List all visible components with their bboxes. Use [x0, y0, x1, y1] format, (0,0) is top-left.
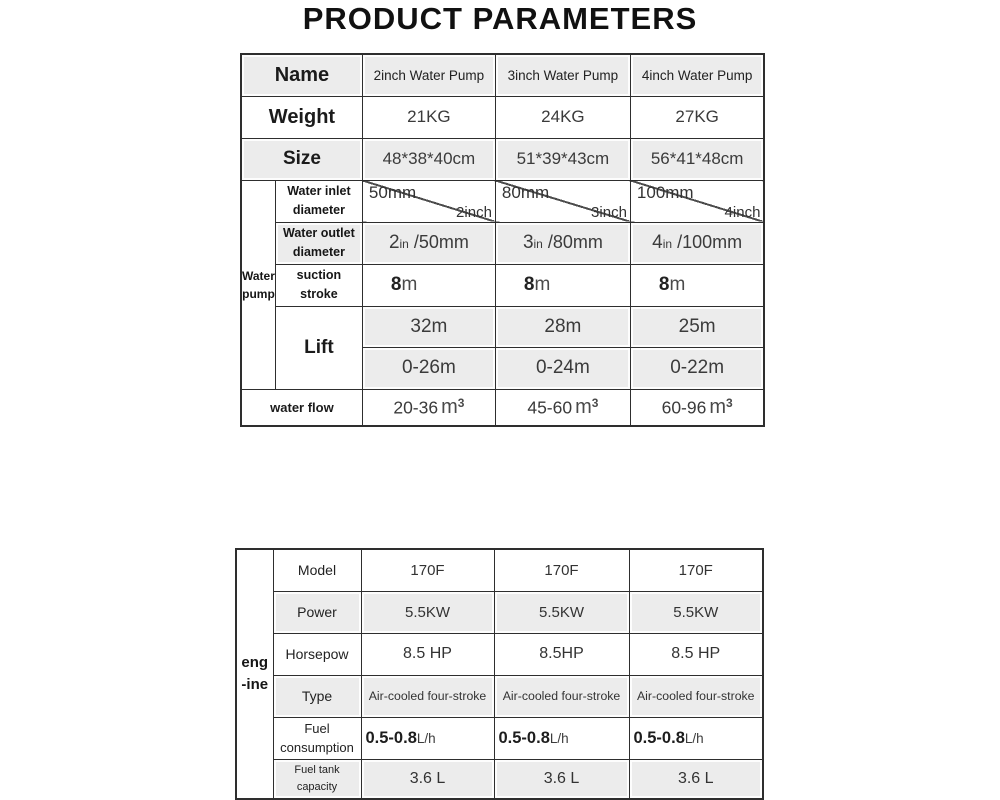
inlet-mm: 50mm — [368, 182, 417, 202]
cell-lift-upper-2inch: 32m — [362, 306, 495, 347]
inlet-mm: 100mm — [636, 182, 694, 202]
cell-lift-lower-4inch: 0-22m — [630, 347, 764, 389]
cell-tank-3: 3.6 L — [629, 759, 763, 799]
row-inlet-diameter — [241, 180, 764, 222]
cell-tank-1: 3.6 L — [361, 759, 494, 799]
cell-lift-lower-2inch: 0-26m — [362, 347, 495, 389]
cell-horsepower-3: 8.5 HP — [629, 633, 763, 675]
cell-flow-3inch: 45-60 $m^3$ — [495, 389, 630, 426]
row-fuel-tank-capacity — [236, 759, 763, 799]
row-weight — [241, 96, 764, 138]
row-label-type: Type — [273, 675, 361, 717]
cell-weight-2inch: 21KG — [362, 96, 495, 138]
row-label-suction-stroke: suction stroke — [275, 264, 362, 306]
row-fuel-consumption — [236, 717, 763, 759]
row-label-inlet-diameter: Water inlet diameter — [275, 180, 362, 222]
inlet-inch: 4inch — [724, 203, 761, 221]
inlet-inch: 3inch — [591, 203, 627, 221]
cell-power-3: 5.5KW — [629, 591, 763, 633]
pump-spec-table — [240, 53, 765, 427]
cell-fuel-3: 0.5-0.8L/h — [629, 717, 763, 759]
cell-model-1: 170F — [361, 549, 494, 591]
cell-lift-lower-3inch: 0-24m — [495, 347, 630, 389]
row-horsepower — [236, 633, 763, 675]
row-outlet-diameter — [241, 222, 764, 264]
row-label-outlet-diameter: Water outlet diameter — [275, 222, 362, 264]
row-label-weight: Weight — [241, 96, 362, 138]
cell-inlet-4inch — [630, 180, 764, 222]
cell-name-3inch: 3inch Water Pump — [495, 54, 630, 96]
engine-spec-table — [235, 548, 764, 800]
row-lift-upper — [241, 306, 764, 347]
cell-power-2: 5.5KW — [494, 591, 629, 633]
cell-outlet-2inch: 2in /50mm — [362, 222, 495, 264]
page-title: PRODUCT PARAMETERS — [302, 1, 698, 36]
cell-horsepower-2: 8.5HP — [494, 633, 629, 675]
cell-model-3: 170F — [629, 549, 763, 591]
row-name — [241, 54, 764, 96]
cell-power-1: 5.5KW — [361, 591, 494, 633]
cell-suction-2inch: 8m — [362, 264, 495, 306]
cell-inlet-3inch — [495, 180, 630, 222]
group-label-engine — [236, 549, 273, 799]
inlet-inch: 2inch — [456, 203, 492, 221]
cell-type-3: Air-cooled four-stroke — [629, 675, 763, 717]
row-label-fuel-tank-capacity: Fuel tank capacity — [273, 759, 361, 799]
cell-tank-2: 3.6 L — [494, 759, 629, 799]
row-model — [236, 549, 763, 591]
row-label-power: Power — [273, 591, 361, 633]
row-label-fuel-consumption: Fuel consumption — [273, 717, 361, 759]
row-water-flow — [241, 389, 764, 426]
cell-outlet-3inch: 3in /80mm — [495, 222, 630, 264]
engine-label-line1: eng — [241, 653, 269, 671]
group-label-line1: Water — [242, 268, 275, 283]
cell-fuel-1: 0.5-0.8L/h — [361, 717, 494, 759]
group-label-water-pump — [241, 180, 275, 389]
engine-label-line2: -ine — [241, 676, 269, 693]
cell-lift-upper-4inch: 25m — [630, 306, 764, 347]
row-size — [241, 138, 764, 180]
cell-name-2inch: 2inch Water Pump — [362, 54, 495, 96]
cell-name-4inch: 4inch Water Pump — [630, 54, 764, 96]
row-label-model: Model — [273, 549, 361, 591]
cell-type-1: Air-cooled four-stroke — [361, 675, 494, 717]
row-label-size: Size — [241, 138, 362, 180]
cell-horsepower-1: 8.5 HP — [361, 633, 494, 675]
cell-weight-3inch: 24KG — [495, 96, 630, 138]
cell-suction-3inch: 8m — [495, 264, 630, 306]
row-label-name: Name — [241, 54, 362, 96]
row-suction-stroke — [241, 264, 764, 306]
cell-type-2: Air-cooled four-stroke — [494, 675, 629, 717]
cell-lift-upper-3inch: 28m — [495, 306, 630, 347]
row-type — [236, 675, 763, 717]
cell-outlet-4inch: 4in /100mm — [630, 222, 764, 264]
cell-flow-4inch: 60-96 $m^3$ — [630, 389, 764, 426]
cell-inlet-2inch — [362, 180, 495, 222]
cell-size-4inch: 56*41*48cm — [630, 138, 764, 180]
cell-weight-4inch: 27KG — [630, 96, 764, 138]
cell-flow-2inch: 20-36 $m^3$ — [362, 389, 495, 426]
cell-suction-4inch: 8m — [630, 264, 764, 306]
cell-size-3inch: 51*39*43cm — [495, 138, 630, 180]
row-label-horsepower: Horsepow — [273, 633, 361, 675]
row-power — [236, 591, 763, 633]
group-label-line2: pump — [242, 286, 275, 301]
cell-size-2inch: 48*38*40cm — [362, 138, 495, 180]
cell-fuel-2: 0.5-0.8L/h — [494, 717, 629, 759]
row-label-water-flow: water flow — [241, 389, 362, 426]
inlet-mm: 80mm — [501, 182, 550, 202]
cell-model-2: 170F — [494, 549, 629, 591]
row-label-lift: Lift — [275, 306, 362, 389]
